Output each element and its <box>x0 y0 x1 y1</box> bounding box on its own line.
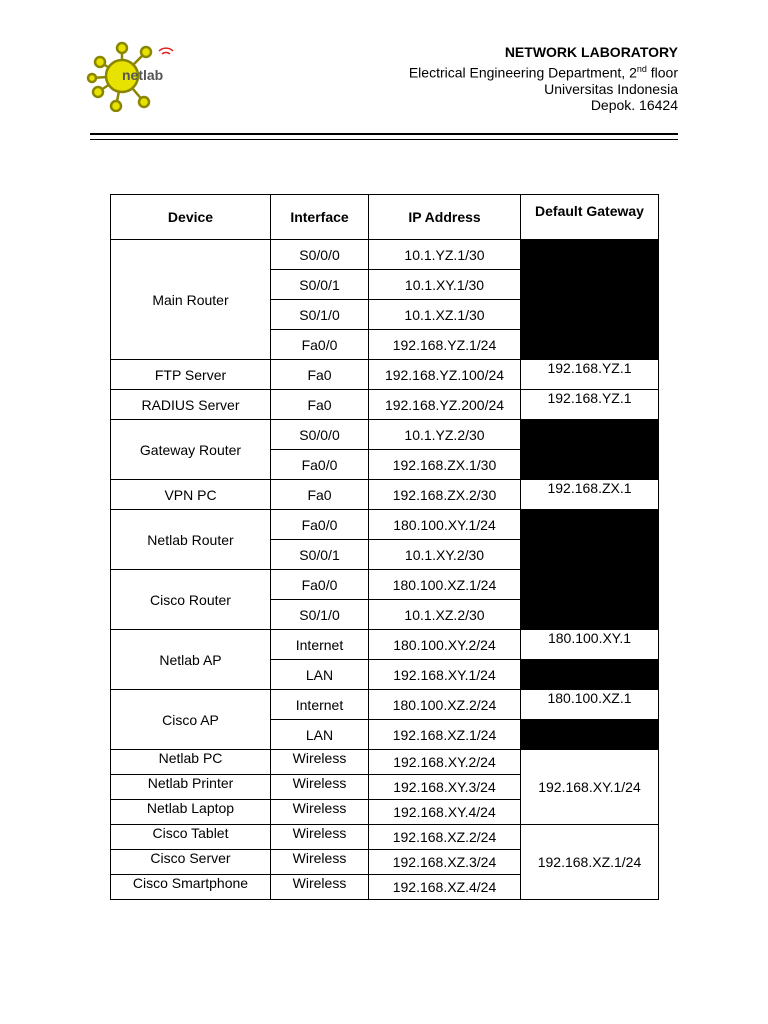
device-cell: VPN PC <box>111 480 271 510</box>
addressing-table <box>110 194 659 900</box>
table-row <box>111 420 659 450</box>
gateway-cell: 192.168.YZ.1 <box>521 360 659 390</box>
gateway-cell-blank <box>521 510 659 630</box>
table-row <box>111 390 659 420</box>
interface-cell: Fa0 <box>271 360 369 390</box>
gateway-cell-blank <box>521 240 659 360</box>
table-row <box>111 240 659 270</box>
ip-cell: 10.1.YZ.2/30 <box>369 420 521 450</box>
device-cell: FTP Server <box>111 360 271 390</box>
gateway-cell: 192.168.XY.1/24 <box>521 750 659 825</box>
device-cell: Netlab Laptop <box>111 800 271 825</box>
svg-text:netlab: netlab <box>122 67 164 83</box>
device-cell: Cisco Tablet <box>111 825 271 850</box>
interface-cell: Wireless <box>271 750 369 775</box>
ip-cell: 10.1.XZ.1/30 <box>369 300 521 330</box>
department-line: Electrical Engineering Department, 2nd floor <box>408 63 678 81</box>
device-cell: RADIUS Server <box>111 390 271 420</box>
ip-cell: 192.168.ZX.1/30 <box>369 450 521 480</box>
ip-cell: 192.168.XZ.2/24 <box>369 825 521 850</box>
gateway-cell: 192.168.YZ.1 <box>521 390 659 420</box>
interface-cell: Fa0/0 <box>271 450 369 480</box>
interface-cell: S0/1/0 <box>271 300 369 330</box>
ip-cell: 10.1.XY.2/30 <box>369 540 521 570</box>
interface-cell: S0/0/1 <box>271 270 369 300</box>
netlab-logo <box>86 40 178 112</box>
interface-cell: S0/0/1 <box>271 540 369 570</box>
header-device: Device <box>111 195 271 240</box>
device-cell: Netlab PC <box>111 750 271 775</box>
header-ip: IP Address <box>369 195 521 240</box>
device-cell: Cisco Router <box>111 570 271 630</box>
interface-cell: Wireless <box>271 875 369 900</box>
interface-cell: Fa0/0 <box>271 510 369 540</box>
device-cell: Netlab Printer <box>111 775 271 800</box>
interface-cell: LAN <box>271 720 369 750</box>
interface-cell: Wireless <box>271 800 369 825</box>
gateway-cell-blank <box>521 720 659 750</box>
interface-cell: Fa0/0 <box>271 330 369 360</box>
lab-header <box>409 44 678 114</box>
ip-cell: 192.168.XY.2/24 <box>369 750 521 775</box>
device-cell: Netlab Router <box>111 510 271 570</box>
device-cell: Netlab AP <box>111 630 271 690</box>
gateway-cell-blank <box>521 420 659 480</box>
city-line: Depok. 16424 <box>590 97 678 114</box>
ip-cell: 192.168.XZ.4/24 <box>369 875 521 900</box>
table-row <box>111 360 659 390</box>
org-name: NETWORK LABORATORY <box>504 44 678 60</box>
ip-cell: 192.168.XY.1/24 <box>369 660 521 690</box>
university-name: Universitas Indonesia <box>544 80 678 97</box>
gateway-cell: 192.168.ZX.1 <box>521 480 659 510</box>
table-row <box>111 750 659 775</box>
ip-cell: 180.100.XY.2/24 <box>369 630 521 660</box>
interface-cell: Fa0/0 <box>271 570 369 600</box>
table-row <box>111 825 659 850</box>
interface-cell: Fa0 <box>271 390 369 420</box>
header-rule-thin <box>90 139 678 140</box>
table-row <box>111 630 659 660</box>
interface-cell: Fa0 <box>271 480 369 510</box>
interface-cell: S0/0/0 <box>271 240 369 270</box>
ip-cell: 192.168.YZ.100/24 <box>369 360 521 390</box>
gateway-cell: 192.168.XZ.1/24 <box>521 825 659 900</box>
interface-cell: Wireless <box>271 850 369 875</box>
interface-cell: Internet <box>271 630 369 660</box>
ip-cell: 180.100.XZ.1/24 <box>369 570 521 600</box>
interface-cell: LAN <box>271 660 369 690</box>
device-cell: Cisco AP <box>111 690 271 750</box>
device-cell: Main Router <box>111 240 271 360</box>
header-interface: Interface <box>271 195 369 240</box>
ip-cell: 180.100.XY.1/24 <box>369 510 521 540</box>
header-gateway: Default Gateway <box>521 195 659 240</box>
ip-cell: 192.168.XY.3/24 <box>369 775 521 800</box>
ip-cell: 10.1.XY.1/30 <box>369 270 521 300</box>
ip-cell: 192.168.XY.4/24 <box>369 800 521 825</box>
ip-cell: 192.168.XZ.3/24 <box>369 850 521 875</box>
interface-cell: S0/0/0 <box>271 420 369 450</box>
table-row <box>111 690 659 720</box>
device-cell: Gateway Router <box>111 420 271 480</box>
ip-cell: 10.1.YZ.1/30 <box>369 240 521 270</box>
table-row <box>111 510 659 540</box>
ip-cell: 180.100.XZ.2/24 <box>369 690 521 720</box>
gateway-cell: 180.100.XY.1 <box>521 630 659 660</box>
ip-cell: 192.168.YZ.1/24 <box>369 330 521 360</box>
ip-cell: 192.168.YZ.200/24 <box>369 390 521 420</box>
interface-cell: Wireless <box>271 825 369 850</box>
gateway-cell-blank <box>521 660 659 690</box>
ip-cell: 192.168.XZ.1/24 <box>369 720 521 750</box>
interface-cell: S0/1/0 <box>271 600 369 630</box>
table-header-row <box>111 195 659 240</box>
ip-cell: 10.1.XZ.2/30 <box>369 600 521 630</box>
table-row <box>111 480 659 510</box>
gateway-cell: 180.100.XZ.1 <box>521 690 659 720</box>
ip-cell: 192.168.ZX.2/30 <box>369 480 521 510</box>
interface-cell: Internet <box>271 690 369 720</box>
interface-cell: Wireless <box>271 775 369 800</box>
device-cell: Cisco Smartphone <box>111 875 271 900</box>
device-cell: Cisco Server <box>111 850 271 875</box>
header-rule-thick <box>90 133 678 135</box>
